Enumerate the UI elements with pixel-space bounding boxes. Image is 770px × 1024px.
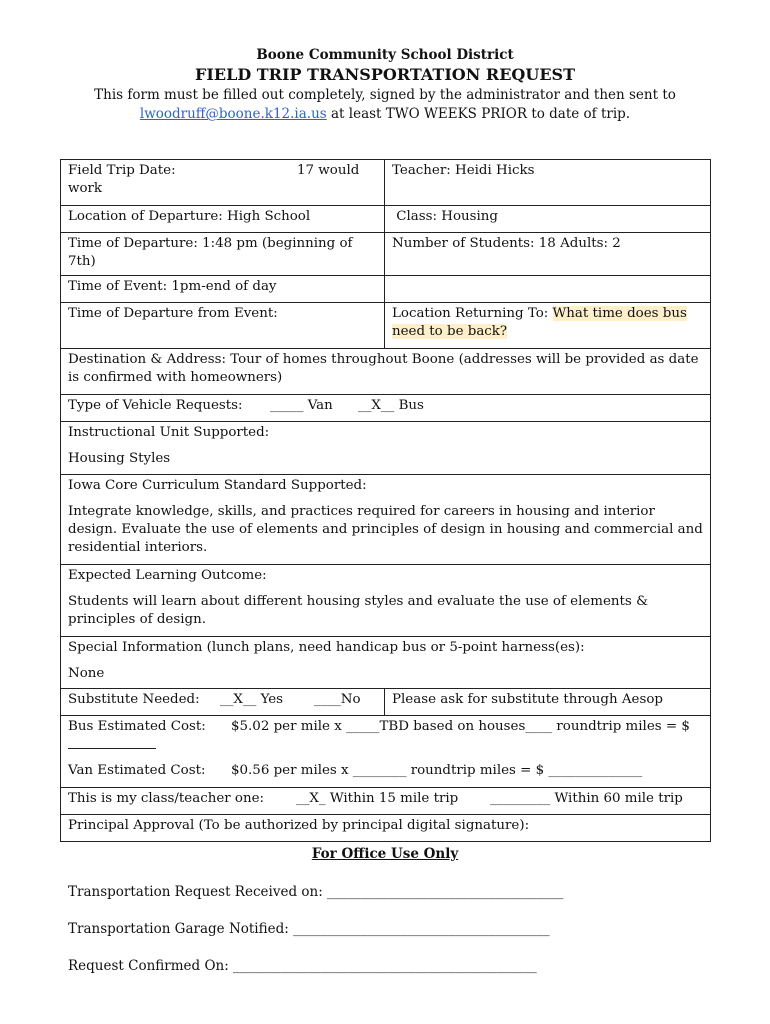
- unit-cell[interactable]: [61, 422, 711, 475]
- location-returning-value: What time does bus need to be back?: [392, 306, 687, 339]
- location-returning-cell[interactable]: [385, 303, 711, 349]
- intro-line-1: This form must be filled out completely, signed by the administrator and then sent to: [94, 87, 676, 103]
- outcome-label: Expected Learning Outcome:: [68, 568, 267, 583]
- vehicle-cell[interactable]: [61, 395, 711, 422]
- standard-label: Iowa Core Curriculum Standard Supported:: [68, 478, 367, 493]
- location-departure-cell[interactable]: [61, 206, 385, 233]
- row-vehicle: [61, 395, 711, 422]
- office-title: For Office Use Only: [311, 846, 459, 862]
- time-departure-cell[interactable]: [61, 233, 385, 276]
- form-header: [0, 46, 770, 124]
- row-destination: [61, 349, 711, 395]
- trip-60: _________ Within 60 mile trip: [490, 791, 683, 806]
- row-unit: [61, 422, 711, 475]
- request-confirmed-line[interactable]: Request Confirmed On: _____________________________________________: [68, 958, 537, 974]
- time-departure-event-text: Time of Departure from Event:: [68, 306, 278, 321]
- substitute-label: Substitute Needed:: [68, 692, 200, 707]
- destination-cell[interactable]: [61, 349, 711, 395]
- bus-cost-total-blank[interactable]: [68, 736, 156, 749]
- field-trip-date-cont: work: [68, 181, 103, 196]
- row-location-class: [61, 206, 711, 233]
- special-label: Special Information (lunch plans, need handicap bus or 5-point harness(es):: [68, 640, 585, 655]
- empty-cell[interactable]: [385, 276, 711, 303]
- van-cost-label: Van Estimated Cost:: [68, 763, 206, 778]
- trip-distance-cell[interactable]: [61, 788, 711, 815]
- students-cell[interactable]: [385, 233, 711, 276]
- row-standard: [61, 475, 711, 565]
- row-costs: [61, 716, 711, 788]
- field-trip-date-cell[interactable]: [61, 160, 385, 206]
- row-principal: [61, 815, 711, 842]
- field-trip-date-label: Field Trip Date:: [68, 163, 176, 178]
- principal-cell[interactable]: [61, 815, 711, 842]
- bus-cost-value: $5.02 per mile x _____TBD based on houses____ roundtrip miles = $: [231, 719, 690, 734]
- intro-line-2: [0, 105, 770, 124]
- row-departure-students: [61, 233, 711, 276]
- time-departure-text: Time of Departure: 1:48 pm (beginning of 7th): [68, 236, 353, 269]
- substitute-yes: __X__ Yes: [220, 692, 284, 707]
- row-special: [61, 637, 711, 689]
- bus-cost-label: Bus Estimated Cost:: [68, 719, 206, 734]
- teacher-text: Teacher: Heidi Hicks: [392, 163, 535, 178]
- costs-cell[interactable]: [61, 716, 711, 788]
- location-departure-text: Location of Departure: High School: [68, 209, 311, 224]
- class-text: Class: Housing: [396, 209, 499, 224]
- destination-text: Destination & Address: Tour of homes throughout Boone (addresses will be provided as date is confirmed with homeowners): [68, 352, 699, 385]
- trip-15: __X_ Within 15 mile trip: [296, 791, 459, 806]
- intro-line-2-text: at least TWO WEEKS PRIOR to date of trip.: [326, 106, 631, 122]
- location-returning-label: Location Returning To:: [392, 306, 553, 321]
- special-value: None: [68, 666, 105, 681]
- principal-text: Principal Approval (To be authorized by principal digital signature):: [68, 818, 530, 833]
- time-departure-event-cell[interactable]: [61, 303, 385, 349]
- office-use-section: [0, 846, 770, 862]
- vehicle-van: _____ Van: [270, 398, 333, 413]
- vehicle-label: Type of Vehicle Requests:: [68, 398, 243, 413]
- row-trip-distance: [61, 788, 711, 815]
- substitute-cell[interactable]: [61, 689, 385, 716]
- vehicle-bus: __X__ Bus: [358, 398, 424, 413]
- students-text: Number of Students: 18 Adults: 2: [392, 236, 621, 251]
- unit-value: Housing Styles: [68, 451, 171, 466]
- outcome-value: Students will learn about different housing styles and evaluate the use of elements & principles of design.: [68, 594, 648, 627]
- unit-label: Instructional Unit Supported:: [68, 425, 270, 440]
- field-trip-date-value: 17 would: [297, 163, 360, 178]
- class-cell[interactable]: [385, 206, 711, 233]
- row-substitute: [61, 689, 711, 716]
- trip-label: This is my class/teacher one:: [68, 791, 265, 806]
- van-cost-value: $0.56 per miles x ________ roundtrip miles = $ ______________: [231, 763, 643, 778]
- standard-cell[interactable]: [61, 475, 711, 565]
- outcome-cell[interactable]: [61, 565, 711, 637]
- time-event-cell[interactable]: [61, 276, 385, 303]
- row-departure-return: [61, 303, 711, 349]
- substitute-note-cell[interactable]: [385, 689, 711, 716]
- row-outcome: [61, 565, 711, 637]
- request-form-table: [60, 159, 711, 842]
- standard-value: Integrate knowledge, skills, and practices required for careers in housing and interior design. Evaluate the use of elements and principles of design in housing and commercial and residential interiors.: [68, 504, 703, 555]
- teacher-cell[interactable]: [385, 160, 711, 206]
- row-time-event: [61, 276, 711, 303]
- district-name: Boone Community School District: [256, 47, 514, 63]
- garage-notified-line[interactable]: Transportation Garage Notified: ______________________________________: [68, 921, 550, 937]
- time-event-text: Time of Event: 1pm-end of day: [68, 279, 277, 294]
- row-date-teacher: [61, 160, 711, 206]
- substitute-no: ____No: [314, 692, 361, 707]
- email-link[interactable]: lwoodruff@boone.k12.ia.us: [139, 106, 327, 122]
- substitute-note: Please ask for substitute through Aesop: [392, 692, 663, 707]
- form-title: FIELD TRIP TRANSPORTATION REQUEST: [195, 65, 575, 84]
- special-cell[interactable]: [61, 637, 711, 689]
- request-received-line[interactable]: Transportation Request Received on: ___________________________________: [68, 884, 564, 900]
